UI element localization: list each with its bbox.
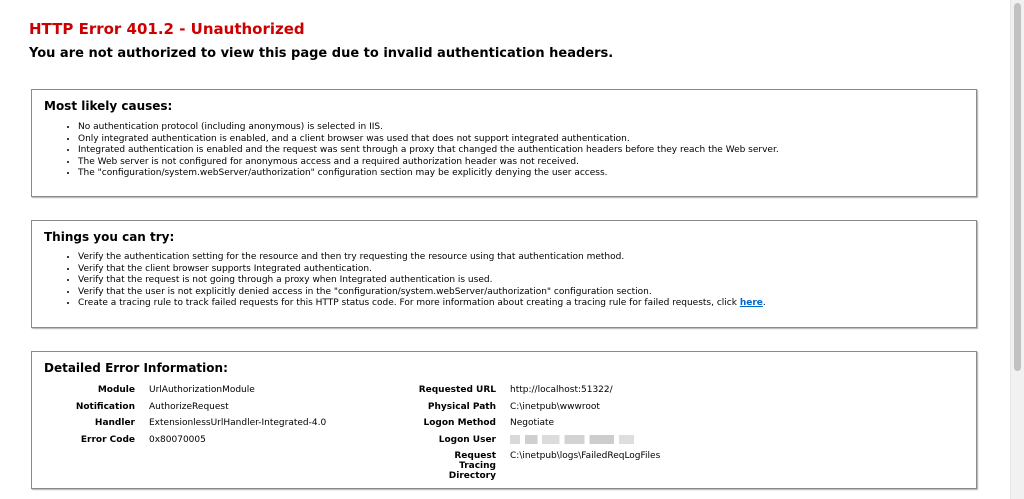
error-subtitle: You are not authorized to view this page due to invalid authentication headers. <box>29 46 614 61</box>
list-item: • Verify that the client browser supports Integrated authentication. <box>78 264 766 276</box>
physical-path-value: C:\inetpub\wwwroot <box>510 401 600 412</box>
list-item: • No authentication protocol (including anonymous) is selected in IIS. <box>78 122 779 134</box>
table-row <box>372 451 660 481</box>
error-detail-table-left <box>32 385 326 451</box>
logon-user-value <box>510 435 660 452</box>
requested-url-value: http://localhost:51322/ <box>510 385 613 395</box>
tracing-rule-text: Create a tracing rule to track failed requests for this HTTP status code. For more information about creating a tracing rule for failed requests, click <box>78 298 740 309</box>
likely-causes-list <box>66 122 779 180</box>
logon-user-label: Logon User <box>438 434 496 445</box>
notification-label: Notification <box>75 401 135 412</box>
scrollbar-thumb[interactable] <box>1014 3 1021 371</box>
logon-method-label: Logon Method <box>423 418 496 428</box>
table-row <box>32 402 326 419</box>
list-item: • Only integrated authentication is enabled, and a client browser was used that does not support integrated authentication. <box>78 134 779 146</box>
error-detail-table-right <box>372 385 660 481</box>
redacted-username <box>510 435 634 444</box>
table-row <box>32 385 326 402</box>
detailed-error-heading: Detailed Error Information: <box>44 361 228 375</box>
things-to-try-section <box>31 220 977 328</box>
list-item: • The Web server is not configured for anonymous access and a required authorization header was not received. <box>78 157 779 169</box>
things-to-try-heading: Things you can try: <box>44 230 175 244</box>
error-code-value: 0x80070005 <box>149 434 206 445</box>
handler-label: Handler <box>94 418 135 428</box>
list-item: • Verify that the request is not going through a proxy when Integrated authentication is used. <box>78 275 766 287</box>
logon-method-value: Negotiate <box>510 418 555 428</box>
table-row <box>32 418 326 435</box>
table-row <box>32 435 326 452</box>
notification-value: AuthorizeRequest <box>149 401 229 412</box>
request-tracing-directory-value: C:\inetpub\logs\FailedReqLogFiles <box>510 451 661 461</box>
table-row <box>372 385 660 402</box>
requested-url-label: Requested URL <box>418 385 496 395</box>
things-to-try-list <box>66 252 766 310</box>
detailed-error-section <box>31 351 977 489</box>
list-item: • Integrated authentication is enabled and the request was sent through a proxy that changed the authentication headers before they reach the Web server. <box>78 145 779 157</box>
likely-causes-section <box>31 89 977 197</box>
list-item: • Verify that the user is not explicitly denied access in the "configuration/system.webServer/authorization" configuration section. <box>78 287 766 299</box>
tracing-rule-help-link[interactable]: here <box>739 298 763 309</box>
error-code-label: Error Code <box>80 434 135 445</box>
module-value: UrlAuthorizationModule <box>149 385 255 395</box>
list-item: • The "configuration/system.webServer/authorization" configuration section may be explicitly denying the user access. <box>78 168 779 180</box>
tracing-rule-suffix: . <box>762 298 766 309</box>
list-item <box>78 298 766 310</box>
physical-path-label: Physical Path <box>427 401 496 412</box>
error-title: HTTP Error 401.2 - Unauthorized <box>29 20 305 38</box>
table-row <box>372 435 660 452</box>
vertical-scrollbar[interactable] <box>1010 0 1024 499</box>
table-row <box>372 418 660 435</box>
likely-causes-heading: Most likely causes: <box>44 99 173 113</box>
table-row <box>372 402 660 419</box>
request-tracing-directory-label: Request Tracing Directory <box>448 451 496 481</box>
handler-value: ExtensionlessUrlHandler-Integrated-4.0 <box>149 418 327 428</box>
list-item: • Verify the authentication setting for the resource and then try requesting the resource using that authentication method. <box>78 252 766 264</box>
module-label: Module <box>97 385 135 395</box>
